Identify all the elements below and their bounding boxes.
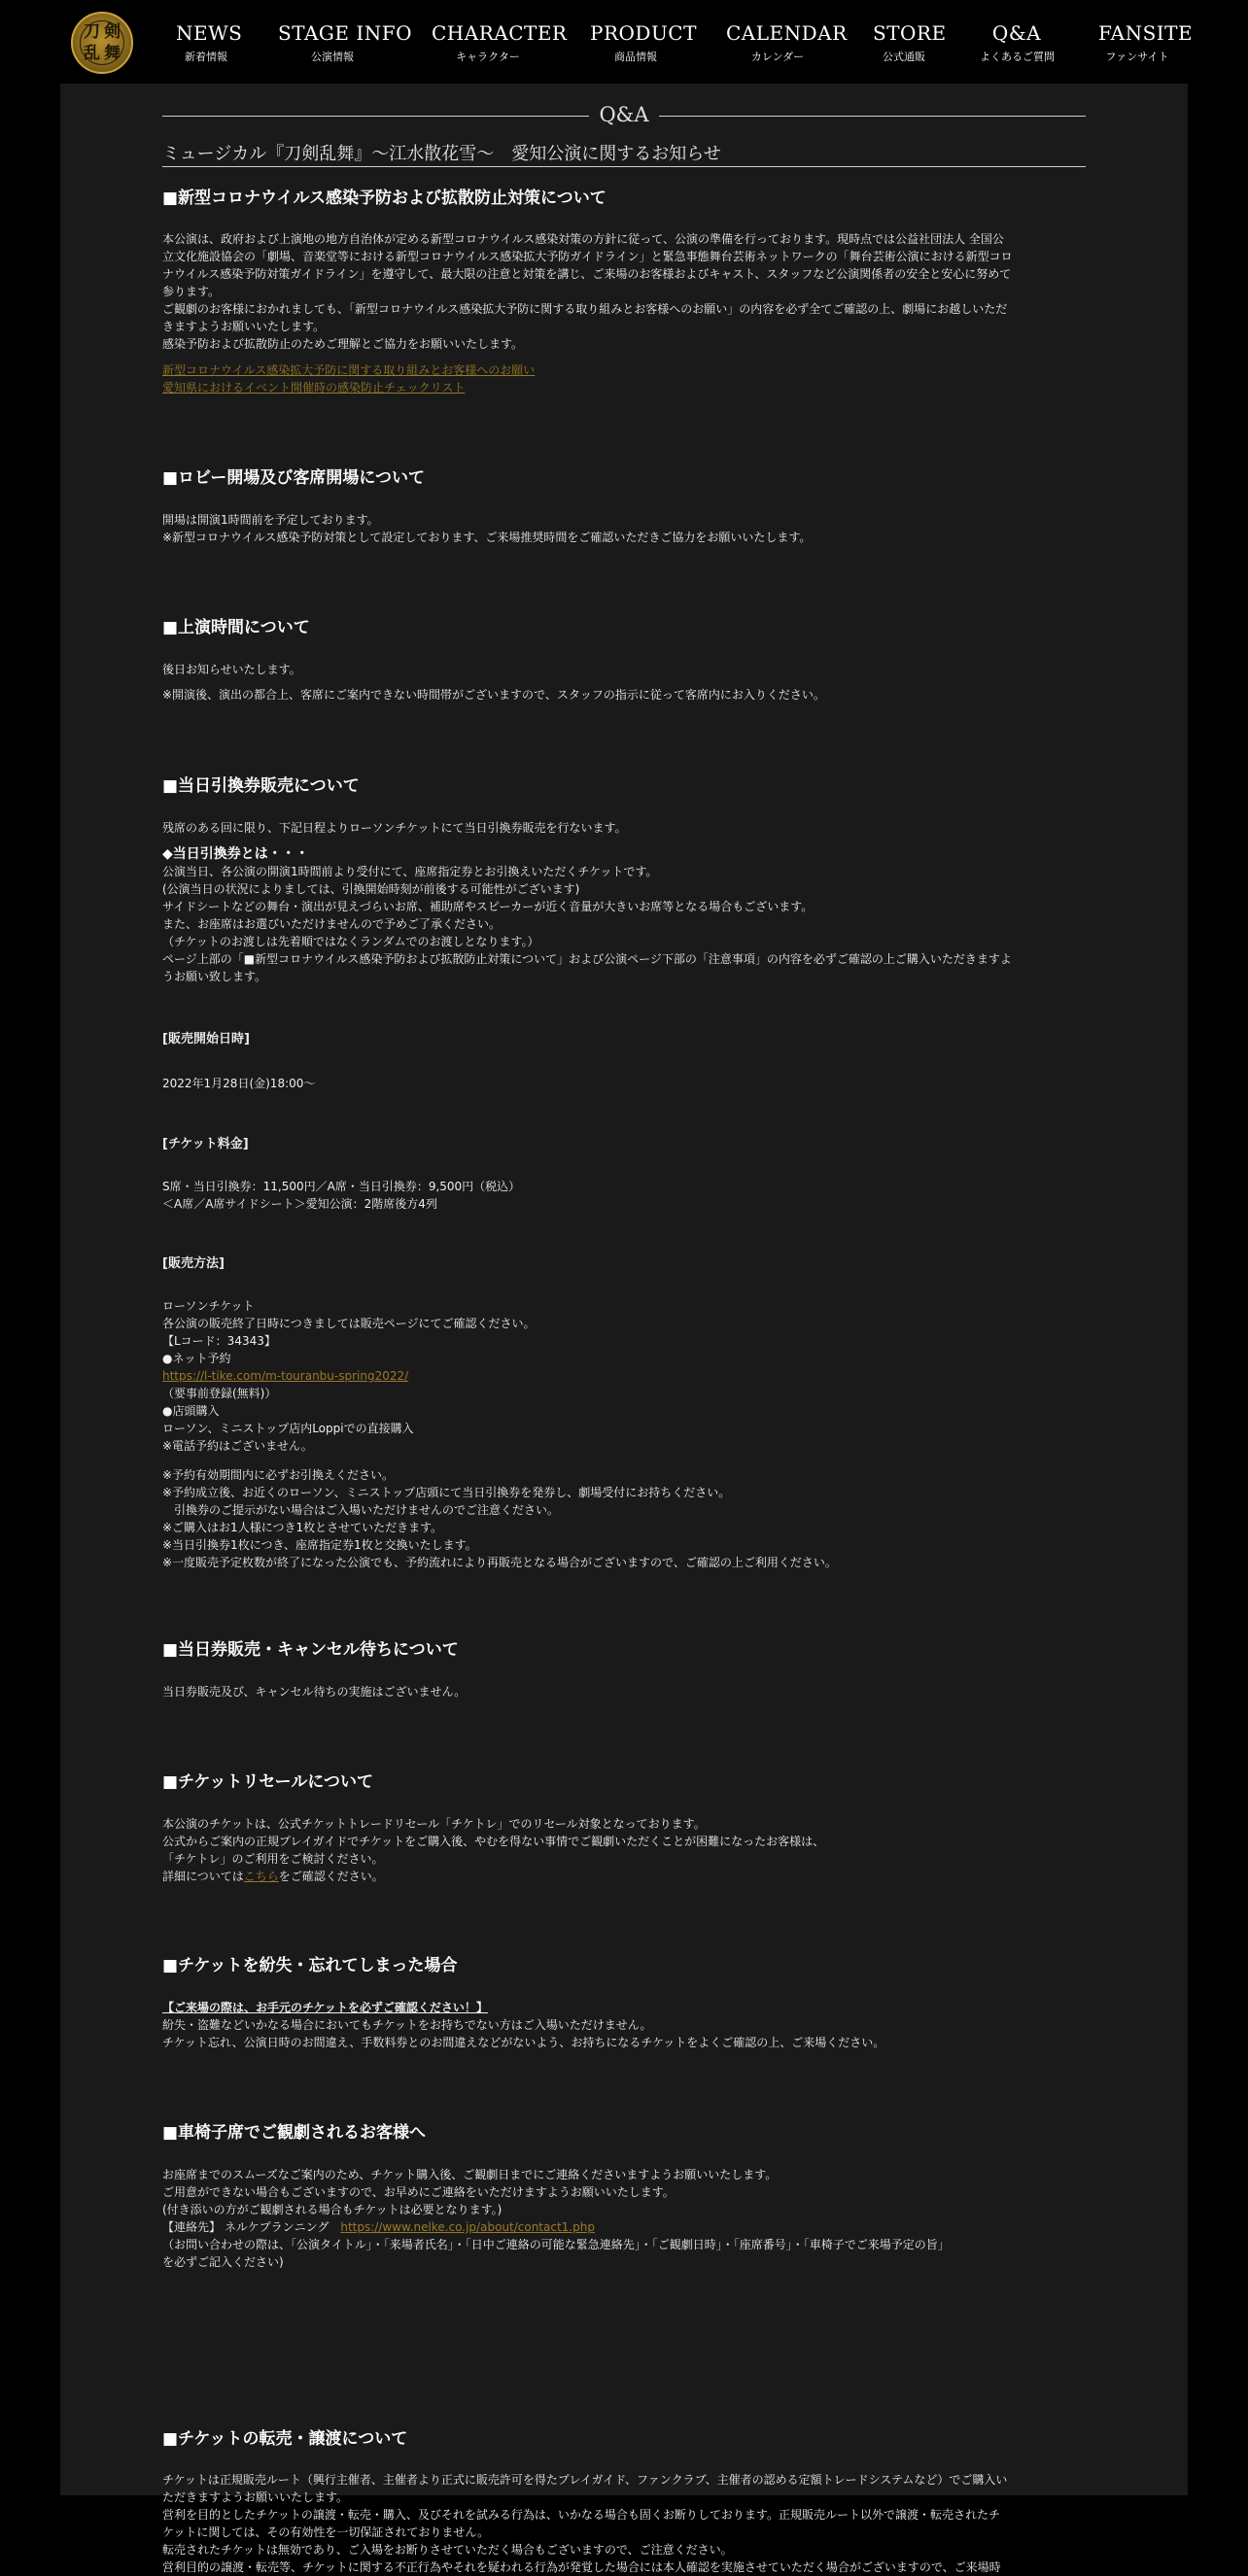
text-line: ナウイルス感染予防対策ガイドライン」を遵守して、最大限の注意と対策を講じ、ご来場のお客様およびキャスト、スタッフなど公演関係者の安全と安心に努めて [162, 267, 1012, 281]
transfer-heading: ■チケットの転売・譲渡について [162, 2429, 408, 2449]
nav-sublabel: 商品情報 [614, 51, 657, 63]
sameday-intro: 残席のある回に限り、下記日程よりローソンチケットにて当日引換券販売を行ないます。 [162, 821, 627, 835]
nav-sublabel: 公式通販 [883, 51, 925, 63]
nav-calendar[interactable] [726, 21, 848, 64]
text-line: 開場は開演1時間前を予定しております。 [162, 513, 379, 527]
text-line: ※予約有効期間内に必ずお引換えください。 [162, 1468, 395, 1482]
nav-sublabel: キャラクター [456, 51, 520, 63]
nav-label: Q&A [991, 21, 1042, 45]
nav-stage-info[interactable] [278, 21, 412, 64]
text-line: ご用意ができない場合もございますので、お早めにご連絡をいただけますようお願いいたします。 [162, 2185, 675, 2199]
text-line: ※電話予約はございません。 [162, 1439, 313, 1453]
covid-heading: ■新型コロナウイルス感染予防および拡散防止対策について [162, 189, 607, 208]
nav-news[interactable] [176, 21, 243, 64]
sale-start-value: 2022年1月28日(金)18:00～ [162, 1077, 316, 1090]
nelke-contact-link[interactable]: https://www.nelke.co.jp/about/contact1.php [340, 2220, 595, 2234]
text-line: ※一度販売予定枚数が終了になった公演でも、予約流れにより再販売となる場合がございますので、ご確認の上ご利用ください。 [162, 1556, 837, 1569]
text-line: ●ネット予約 [162, 1352, 231, 1365]
section-title: Q&A [162, 103, 1086, 126]
nav-label: STORE [873, 21, 947, 45]
text-line: 営利目的の譲渡・転売等、チケットに関する不正行為やそれを疑われる行為が発覚した場合には本人確認を実施させていただく場合がございますので、ご来場時 [162, 2560, 1001, 2574]
lobby-body [162, 511, 1086, 546]
resale-detail-line [162, 1868, 1086, 1885]
covid-body [162, 230, 1086, 353]
nav-sublabel: よくあるご質問 [980, 51, 1055, 63]
text-segment: をご確認ください。 [278, 1870, 384, 1883]
text-line: 感染予防および拡散防止のためご理解とご協力をお願いいたします。 [162, 337, 524, 351]
text-line: S席・当日引換券：11,500円／A席・当日引換券：9,500円（税込） [162, 1180, 521, 1193]
text-line: うお願い致します。 [162, 970, 267, 983]
aichi-checklist-link[interactable]: 愛知県におけるイベント開催時の感染防止チェックリスト [162, 381, 466, 395]
method-notes [162, 1466, 1086, 1571]
nav-store[interactable] [873, 21, 947, 64]
text-line: 立文化施設協会の「劇場、音楽堂等における新型コロナウイルス感染拡大予防ガイドライン」と緊急事態舞台芸術ネットワークの「舞台芸術公演における新型コロ [162, 250, 1013, 263]
contact-line [162, 2218, 1086, 2236]
nav-fansite[interactable] [1098, 21, 1194, 64]
text-segment: 詳細については [162, 1870, 244, 1883]
nav-sublabel: ファンサイト [1105, 51, 1169, 63]
text-line: ※当日引換券1枚につき、座席指定券1枚と交換いたします。 [162, 1538, 477, 1552]
nav-sublabel: カレンダー [750, 51, 805, 63]
site-logo[interactable] [71, 12, 133, 74]
logo-char: 刀 [84, 21, 100, 42]
nav-label: FANSITE [1098, 21, 1194, 45]
text-line: 営利を目的としたチケットの譲渡・転売・購入、及びそれを試みる行為は、いかなる場合も固くお断りしております。正規販売ルート以外で譲渡・転売されたチ [162, 2508, 1000, 2522]
text-line: 公演当日、各公演の開演1時間前より受付にて、座席指定券とお引換えいただくチケットです。 [162, 865, 658, 878]
text-line: ページ上部の「■新型コロナウイルス感染予防および拡散防止対策について」および公演ページ下部の「注意事項」の内容を必ずご確認の上ご購入いただきますよ [162, 952, 1012, 966]
nav-label: CALENDAR [726, 21, 848, 45]
text-line: 「チケトレ」のご利用をご検討ください。 [162, 1852, 384, 1866]
lost-emphasis: 【ご来場の際は、お手元のチケットを必ずご確認ください！】 [162, 2001, 488, 2014]
text-line: ＜A席／A席サイドシート＞愛知公演：2階席後方4列 [162, 1197, 437, 1211]
text-line: 参ります。 [162, 285, 221, 298]
text-line: 公式からご案内の正規プレイガイドでチケットをご購入後、やむを得ない事情でご観劇いただくことが困難になったお客様は、 [162, 1835, 825, 1848]
transfer-body [162, 2471, 1086, 2576]
wheelchair-heading: ■車椅子席でご観劇されるお客様へ [162, 2123, 427, 2143]
sameday-heading: ■当日引換券販売について [162, 776, 360, 796]
page-title: ミュージカル『刀剣乱舞』～江水散花雪～ 愛知公演に関するお知らせ [162, 144, 721, 164]
text-line: ケットに関しては、その有効性を一切保証されておりません。 [162, 2525, 490, 2539]
cancel-line: 当日券販売及び、キャンセル待ちの実施はございません。 [162, 1685, 467, 1699]
resale-body [162, 1815, 1086, 1885]
resale-heading: ■チケットリセールについて [162, 1772, 374, 1792]
text-line: ※予約成立後、お近くのローソン、ミニストップ店頭にて当日引換券を発券し、劇場受付にお持ちください。 [162, 1486, 731, 1499]
logo-char: 剣 [104, 21, 121, 42]
lost-heading: ■チケットを紛失・忘れてしまった場合 [162, 1956, 458, 1975]
text-line: また、お座席はお選びいただけませんので予めご了承ください。 [162, 917, 502, 931]
text-line: 本公演は、政府および上演地の地方自治体が定める新型コロナウイルス感染対策の方針に従って、公演の準備を行っております。現時点では公益社団法人 全国公 [162, 232, 1004, 246]
lawson-ticket-link[interactable]: https://l-tike.com/m-touranbu-spring2022/ [162, 1369, 409, 1383]
logo-emblem [80, 20, 124, 65]
text-line: 引換券のご提示がない場合はご入場いただけませんのでご注意ください。 [162, 1503, 560, 1517]
nav-sublabel: 新着情報 [185, 51, 227, 63]
text-line: （チケットのお渡しは先着順ではなくランダムでのお渡しとなります。） [162, 935, 539, 948]
price-body [162, 1178, 1086, 1213]
nav-label: STAGE INFO [278, 21, 412, 45]
nav-label: CHARACTER [432, 21, 568, 45]
nav-qa[interactable] [980, 21, 1054, 64]
lost-body [162, 1999, 1086, 2051]
text-line: （要事前登録(無料)） [162, 1387, 277, 1400]
section-title-row [162, 103, 1086, 128]
covid-links [162, 361, 1086, 396]
logo-char: 乱 [84, 43, 100, 63]
sameday-body [162, 863, 1086, 985]
runtime-note: ※開演後、演出の都合上、客席にご案内できない時間帯がございますので、スタッフの指示に従って客席内にお入りください。 [162, 688, 825, 702]
wheelchair-body [162, 2166, 1086, 2271]
text-line: （お問い合わせの際は、「公演タイトル」・「来場者氏名」・「日中ご連絡の可能な緊急連絡先」・「ご観劇日時」・「座席番号」・「車椅子でご来場予定の旨」 [162, 2238, 950, 2251]
sameday-subheading: ◆当日引換券とは・・・ [162, 846, 309, 862]
text-line: ただきますようお願いいたします。 [162, 2490, 349, 2504]
divider [162, 166, 1086, 167]
text-line: ●店頭購入 [162, 1404, 220, 1418]
text-line: ご観劇のお客様におかれましても、「新型コロナウイルス感染拡大予防に関する取り組みとお客様へのお願い」の内容を必ず全てご確認の上、劇場にお越しいただ [162, 302, 1008, 316]
nav-sublabel: 公演情報 [311, 51, 354, 63]
nav-character[interactable] [432, 21, 568, 64]
text-line: ※新型コロナウイルス感染予防対策として設定しております、ご来場推奨時間をご確認いただきご協力をお願いいたします。 [162, 531, 812, 544]
resale-detail-link[interactable]: こちら [243, 1870, 279, 1883]
text-line: サイドシートなどの舞台・演出が見えづらいお席、補助席やスピーカーが近く音量が大きいお席等となる場合もございます。 [162, 900, 814, 913]
text-segment: 【連絡先】 ネルケプランニング [162, 2220, 341, 2234]
text-line: 【Lコード：34343】 [162, 1334, 276, 1348]
site-header [0, 0, 1248, 84]
text-line: お座席までのスムーズなご案内のため、チケット購入後、ご観劇日までにご連絡くださいますようお願いいたします。 [162, 2168, 778, 2181]
text-line: 本公演のチケットは、公式チケットトレードリセール「チケトレ」でのリセール対象となっております。 [162, 1817, 706, 1831]
text-line: 紛失・盗難などいかなる場合においてもチケットをお持ちでない方はご入場いただけません。 [162, 2018, 652, 2032]
text-line: チケット忘れ、公演日時のお間違え、手数料券とのお間違えなどがないよう、お持ちになるチケットをよくご確認の上、ご来場ください。 [162, 2036, 885, 2049]
text-line: 転売されたチケットは無効であり、ご入場をお断りさせていただく場合もございますので、ご注意ください。 [162, 2543, 733, 2557]
runtime-heading: ■上演時間について [162, 618, 310, 637]
text-line: ※ご購入はお1人様につき1枚とさせていただきます。 [162, 1521, 443, 1534]
price-label: [チケット料金] [162, 1137, 249, 1151]
text-line: ローソン、ミニストップ店内Loppiでの直接購入 [162, 1422, 414, 1435]
text-line: (付き添いの方がご観劇される場合もチケットは必要となります。) [162, 2203, 503, 2216]
lobby-heading: ■ロビー開場及び客席開場について [162, 468, 426, 488]
text-line: きますようお願いいたします。 [162, 320, 326, 333]
text-line: (公演当日の状況によりましては、引換開始時刻が前後する可能性がございます) [162, 882, 580, 896]
sale-start-label: [販売開始日時] [162, 1032, 250, 1047]
nav-product[interactable] [590, 21, 697, 64]
logo-char: 舞 [104, 43, 121, 63]
cancel-heading: ■当日券販売・キャンセル待ちについて [162, 1640, 459, 1660]
text-line: ローソンチケット [162, 1299, 255, 1313]
method-body [162, 1297, 1086, 1455]
method-label: [販売方法] [162, 1256, 225, 1271]
covid-guideline-link[interactable]: 新型コロナウイルス感染拡大予防に関する取り組みとお客様へのお願い [162, 363, 536, 377]
nav-label: PRODUCT [590, 21, 697, 45]
text-line: 各公演の販売終了日時につきましては販売ページにてご確認ください。 [162, 1317, 536, 1330]
text-line: を必ずご記入ください) [162, 2255, 284, 2269]
text-line: チケットは正規販売ルート（興行主催者、主催者より正式に販売許可を得たプレイガイド、ファンクラブ、主催者の認める定額トレードシステムなど）でご購入い [162, 2473, 1008, 2487]
main-panel [60, 84, 1188, 2574]
nav-label: NEWS [176, 21, 243, 45]
runtime-line: 後日お知らせいたします。 [162, 663, 301, 676]
